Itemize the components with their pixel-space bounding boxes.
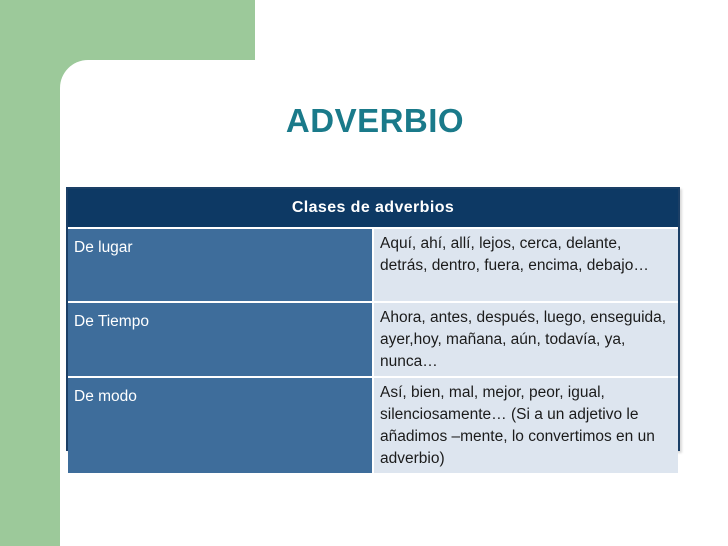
table-row bbox=[68, 377, 678, 473]
examples-cell: Así, bien, mal, mejor, peor, igual, silenciosamente… (Si a un adjetivo le añadimos –mente, lo convertimos en un adverbio) bbox=[373, 377, 678, 473]
category-cell: De lugar bbox=[68, 228, 373, 302]
slide-title: ADVERBIO bbox=[285, 102, 465, 139]
category-cell: De Tiempo bbox=[68, 302, 373, 377]
table-row bbox=[68, 302, 678, 377]
examples-cell: Ahora, antes, después, luego, enseguida, ayer,hoy, mañana, aún, todavía, ya, nunca… bbox=[373, 302, 678, 377]
table-header: Clases de adverbios bbox=[68, 189, 678, 228]
category-cell: De modo bbox=[68, 377, 373, 473]
examples-cell: Aquí, ahí, allí, lejos, cerca, delante, detrás, dentro, fuera, encima, debajo… bbox=[373, 228, 678, 302]
table-header-row bbox=[68, 189, 678, 228]
adverb-table-grid bbox=[68, 189, 678, 473]
table-row bbox=[68, 228, 678, 302]
adverb-table bbox=[66, 187, 680, 467]
